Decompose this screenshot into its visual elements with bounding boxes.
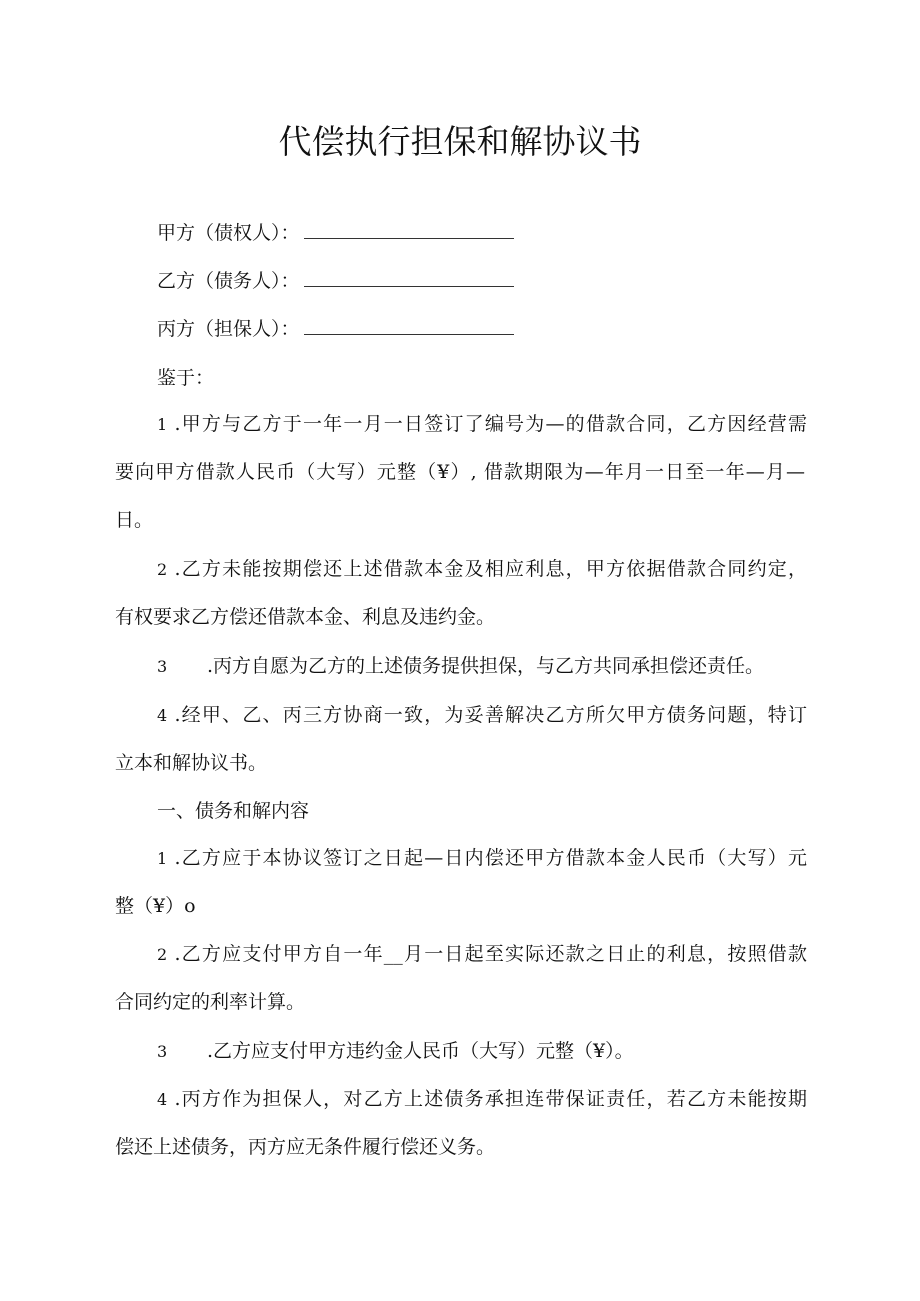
section-1-item-4-number: 4 (157, 1090, 168, 1109)
whereas-2-number: 2 (157, 560, 168, 579)
party-b-blank[interactable] (304, 269, 514, 287)
party-c-line (157, 317, 514, 341)
whereas-3-number: 3 (157, 657, 168, 676)
section-1-heading: 一、债务和解内容 (157, 800, 310, 822)
whereas-1-number: 1 (157, 415, 168, 434)
whereas-4-text1: .经甲、乙、丙三方协商一致，为妥善解决乙方所欠甲方债务问题，特订 (174, 704, 807, 726)
section-1-item-3-line1 (157, 1039, 634, 1064)
section-1-item-4-line1 (157, 1087, 807, 1112)
whereas-label: 鉴于： (157, 367, 215, 389)
section-1-item-1-number: 1 (157, 849, 168, 868)
section-1-item-2-text1: .乙方应支付甲方自一年__月一日起至实际还款之日止的利息，按照借款 (174, 943, 807, 965)
section-1-item-1-text1: .乙方应于本协议签订之日起—日内偿还甲方借款本金人民币（大写）元 (174, 847, 807, 869)
party-c-blank[interactable] (304, 317, 514, 335)
whereas-1-line1 (157, 412, 807, 437)
party-b-label: 乙方（债务人）： (157, 270, 300, 292)
whereas-1-text1: .甲方与乙方于一年一月一日签订了编号为—的借款合同，乙方因经营需 (174, 413, 807, 435)
party-a-label: 甲方（债权人）： (157, 222, 300, 244)
section-1-item-1-line2: 整（¥）o (115, 895, 196, 917)
whereas-1-line3: 日。 (115, 509, 154, 531)
whereas-2-text1: .乙方未能按期偿还上述借款本金及相应利息，甲方依据借款合同约定， (174, 558, 807, 580)
whereas-1-line2: 要向甲方借款人民币（大写）元整（¥）, 借款期限为—年月一日至一年—月— (115, 461, 805, 483)
section-1-item-2-line2: 合同约定的利率计算。 (115, 991, 306, 1013)
section-1-item-3-number: 3 (157, 1042, 168, 1061)
whereas-4-line2: 立本和解协议书。 (115, 752, 268, 774)
whereas-2-line2: 有权要求乙方偿还借款本金、利息及违约金。 (115, 606, 496, 628)
section-1-item-3-text1: .乙方应支付甲方违约金人民币（大写）元整（¥）。 (207, 1040, 634, 1062)
whereas-4-number: 4 (157, 706, 168, 725)
section-1-item-2-line1 (157, 942, 807, 967)
party-a-line (157, 221, 514, 245)
section-1-item-4-line2: 偿还上述债务，丙方应无条件履行偿还义务。 (115, 1136, 496, 1158)
section-1-item-1-line1 (157, 846, 807, 871)
whereas-2-line1 (157, 557, 807, 582)
document-title: 代偿执行担保和解协议书 (278, 122, 642, 161)
whereas-3-text1: .丙方自愿为乙方的上述债务提供担保，与乙方共同承担偿还责任。 (207, 655, 765, 677)
party-c-label: 丙方（担保人）： (157, 318, 300, 340)
section-1-item-4-text1: .丙方作为担保人，对乙方上述债务承担连带保证责任，若乙方未能按期 (174, 1088, 807, 1110)
whereas-4-line1 (157, 703, 807, 728)
whereas-3-line1 (157, 654, 764, 679)
section-1-item-2-number: 2 (157, 945, 168, 964)
party-b-line (157, 269, 514, 293)
party-a-blank[interactable] (304, 221, 514, 239)
